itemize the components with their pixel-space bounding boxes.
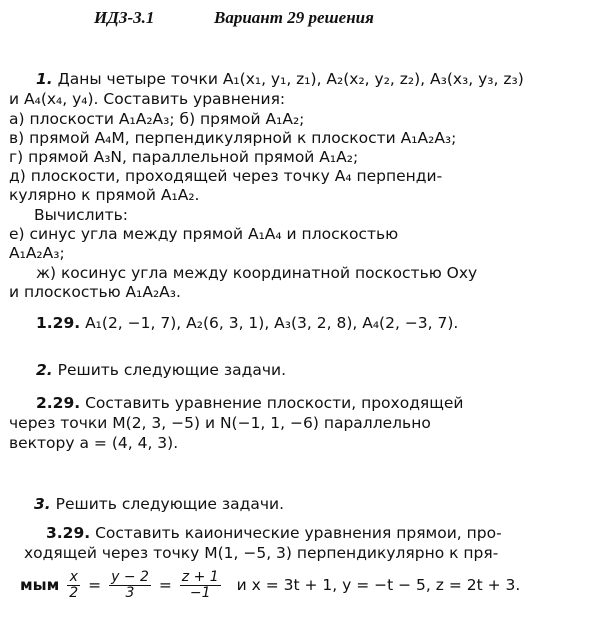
problem2-line-2: через точки M(2, 3, −5) и N(−1, 1, −6) параллельно	[9, 414, 431, 432]
fraction-z-numerator: z + 1	[181, 569, 219, 585]
problem3-title: Решить следующие задачи.	[55, 495, 285, 513]
problem2-title: Решить следующие задачи.	[57, 361, 287, 379]
header-title: ИДЗ-3.1	[94, 8, 155, 27]
fraction-z	[180, 570, 221, 601]
problem1-line-11: ж) косинус угла между координатной поскостью Oxy	[36, 264, 478, 282]
problem2-line-3: вектору a = (4, 4, 3).	[9, 434, 179, 452]
problem1-line-5: г) прямой A₃N, параллельной прямой A₁A₂;	[9, 148, 359, 166]
problem3-tail: и x = 3t + 1, y = −t − 5, z = 2t + 3.	[236, 576, 521, 594]
fraction-x-numerator: x	[67, 570, 80, 586]
problem1-line-3: а) плоскости A₁A₂A₃; б) прямой A₁A₂;	[9, 110, 305, 128]
problem1-variant	[36, 314, 458, 333]
problem1-line-1-text: Даны четыре точки A₁(x₁, y₁, z₁), A₂(x₂, y₂, z₂), A₃(x₃, y₃, z₃)	[57, 70, 524, 88]
problem2-line-1	[36, 394, 463, 413]
problem1-line-6: д) плоскости, проходящей через точку A₄ перпенди-	[9, 167, 443, 185]
problem3-line-2: ходящей через точку M(1, −5, 3) перпендикулярно к пря-	[24, 544, 499, 562]
fraction-x-denominator: 2	[69, 585, 79, 601]
problem1-variant-text: A₁(2, −1, 7), A₂(6, 3, 1), A₃(3, 2, 8), A₄(2, −3, 7).	[85, 314, 459, 332]
equals-sign-1: =	[88, 576, 102, 594]
fraction-y-numerator: y − 2	[111, 569, 149, 585]
fraction-y	[109, 570, 151, 601]
problem3-variant-label: 3.29.	[46, 524, 91, 542]
problem1-line-2: и A₄(x₄, y₄). Составить уравнения:	[9, 90, 286, 108]
problem2-variant-label: 2.29.	[36, 394, 81, 412]
problem3-prefix: мым	[20, 576, 60, 594]
fraction-x	[67, 570, 80, 601]
problem2-line-1-text: Составить уравнение плоскости, проходящей	[85, 394, 464, 412]
equals-sign-2: =	[158, 576, 172, 594]
problem1-line-1	[36, 70, 578, 89]
problem2-heading	[36, 361, 286, 380]
problem1-line-10: A₁A₂A₃;	[9, 244, 65, 262]
problem1-number: 1.	[36, 70, 53, 88]
problem3-number: 3.	[34, 495, 51, 513]
header-variant: Вариант 29 решения	[214, 8, 374, 27]
problem3-line-1-text: Составить каионические уравнения прямои, про-	[95, 524, 502, 542]
problem3-equation-line	[20, 568, 520, 602]
problem1-line-9: е) синус угла между прямой A₁A₄ и плоскостью	[9, 225, 399, 243]
problem2-number: 2.	[36, 361, 53, 379]
fraction-y-denominator: 3	[125, 585, 135, 601]
problem3-line-1	[46, 524, 502, 543]
problem1-line-7: кулярно к прямой A₁A₂.	[9, 186, 200, 204]
problem1-variant-label: 1.29.	[36, 314, 81, 332]
fraction-z-denominator: −1	[189, 585, 211, 601]
problem1-line-8: Вычислить:	[34, 206, 128, 224]
problem1-line-4: в) прямой A₄M, перпендикулярной к плоскости A₁A₂A₃;	[9, 129, 457, 147]
problem1-line-12: и плоскостью A₁A₂A₃.	[9, 283, 181, 301]
problem3-heading	[34, 495, 284, 514]
